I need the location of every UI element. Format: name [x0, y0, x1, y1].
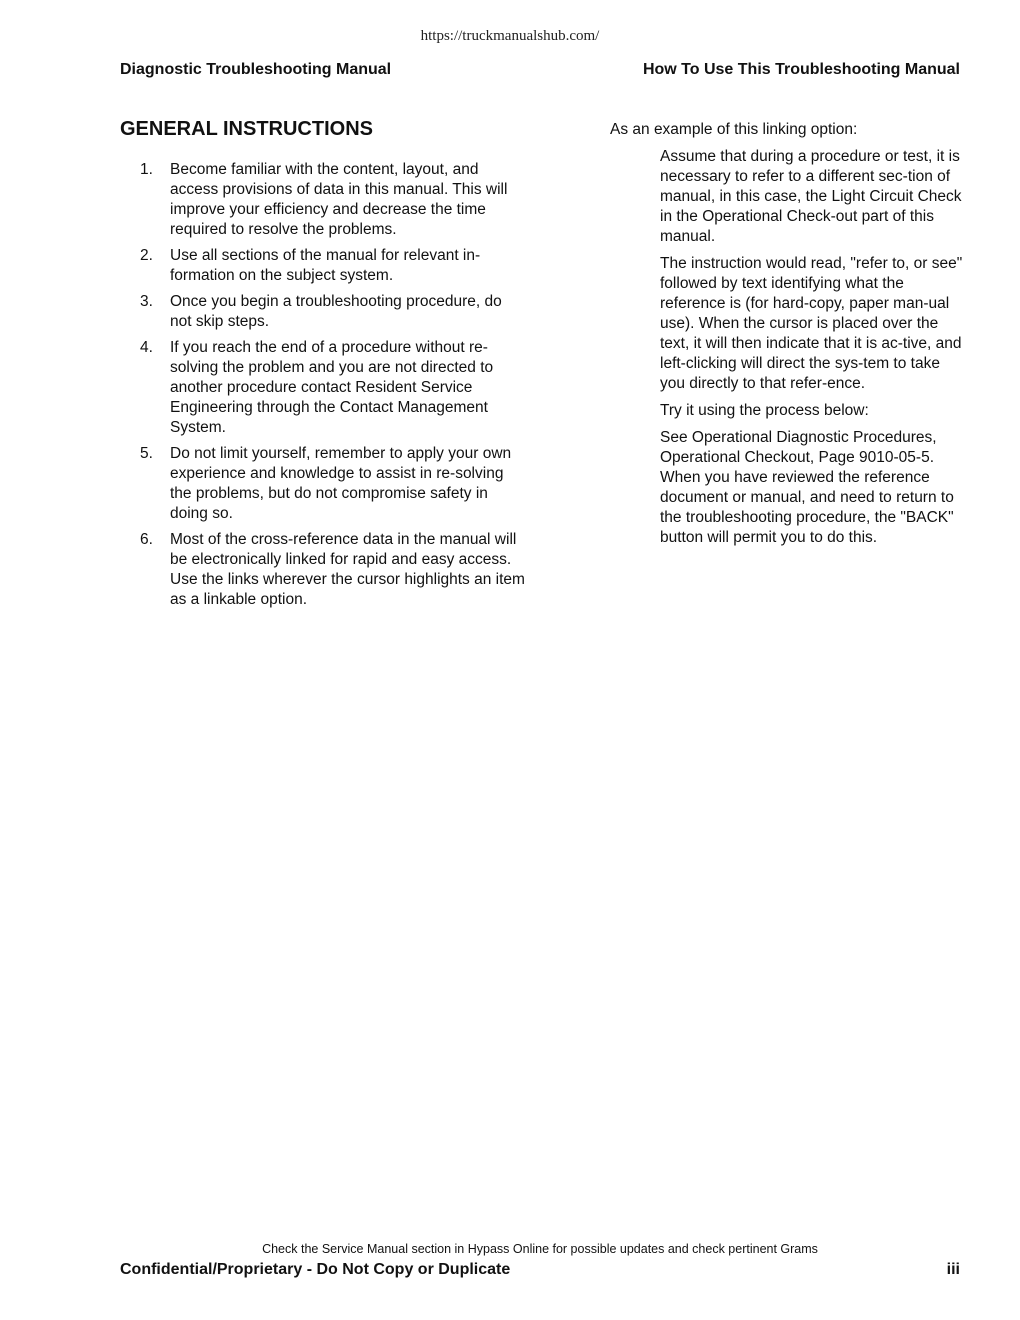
example-intro: As an example of this linking option: [610, 121, 858, 138]
list-item [140, 160, 525, 240]
step-text: Do not limit yourself, remember to apply your own experience and knowledge to assist in re-solving the problems, but do not compromise safety in doing so. [170, 445, 512, 522]
example-paragraph-assume: Assume that during a procedure or test, it is necessary to refer to a different sec-tion of manual, in this case, the Light Circuit Check in the Operational Check-out part of this manual. [660, 148, 962, 245]
step-text: Use all sections of the manual for relevant in-formation on the subject system. [170, 247, 481, 284]
step-text: If you reach the end of a procedure without re-solving the problem and you are not directed to another procedure contact Resident Service Engineering through the Contact Management System. [170, 339, 494, 436]
step-text: Become familiar with the content, layout, and access provisions of data in this manual. This will improve your efficiency and decrease the time required to resolve the problems. [170, 161, 508, 238]
running-header-left: Diagnostic Troubleshooting Manual [120, 61, 392, 78]
list-item [140, 292, 525, 332]
example-paragraph-instruction: The instruction would read, "refer to, or see" followed by text identifying what the reference is (for hard-copy, paper man-ual use). When the cursor is placed over the text, it will then indicate that it is ac-tive, and left-clicking will direct the sys-tem to take you directly to that refer-ence. [660, 255, 963, 392]
step-number: 6. [140, 531, 153, 548]
footer-note: Check the Service Manual section in Hypass Online for possible updates and check pertinent Grams [262, 1242, 818, 1256]
step-text: Once you begin a troubleshooting procedure, do not skip steps. [170, 293, 502, 330]
confidential-notice: Confidential/Proprietary - Do Not Copy or Duplicate [120, 1261, 511, 1278]
list-item [140, 444, 525, 524]
reference-link[interactable]: See Operational Diagnostic Procedures, Operational Checkout, Page 9010-05-5. [660, 429, 937, 466]
step-number: 1. [140, 161, 153, 178]
list-item [140, 246, 525, 286]
example-paragraph-try: Try it using the process below: [660, 402, 869, 419]
section-title: GENERAL INSTRUCTIONS [120, 118, 373, 140]
step-text: Most of the cross-reference data in the manual will be electronically linked for rapid and easy access. Use the links wherever the cursor highlights an item as a linkable option. [170, 531, 525, 608]
step-number: 4. [140, 339, 153, 356]
instruction-list [140, 160, 525, 616]
list-item [140, 530, 525, 610]
step-number: 3. [140, 293, 153, 310]
example-paragraph-back: When you have reviewed the reference document or manual, and need to return to the troubleshooting procedure, the "BACK" button will permit you to do this. [660, 469, 954, 546]
linking-example [610, 120, 965, 548]
list-item [140, 338, 525, 438]
source-url: https://truckmanualshub.com/ [420, 28, 600, 44]
step-number: 5. [140, 445, 153, 462]
running-header-right: How To Use This Troubleshooting Manual [642, 61, 960, 78]
step-number: 2. [140, 247, 153, 264]
page-number: iii [946, 1261, 960, 1278]
